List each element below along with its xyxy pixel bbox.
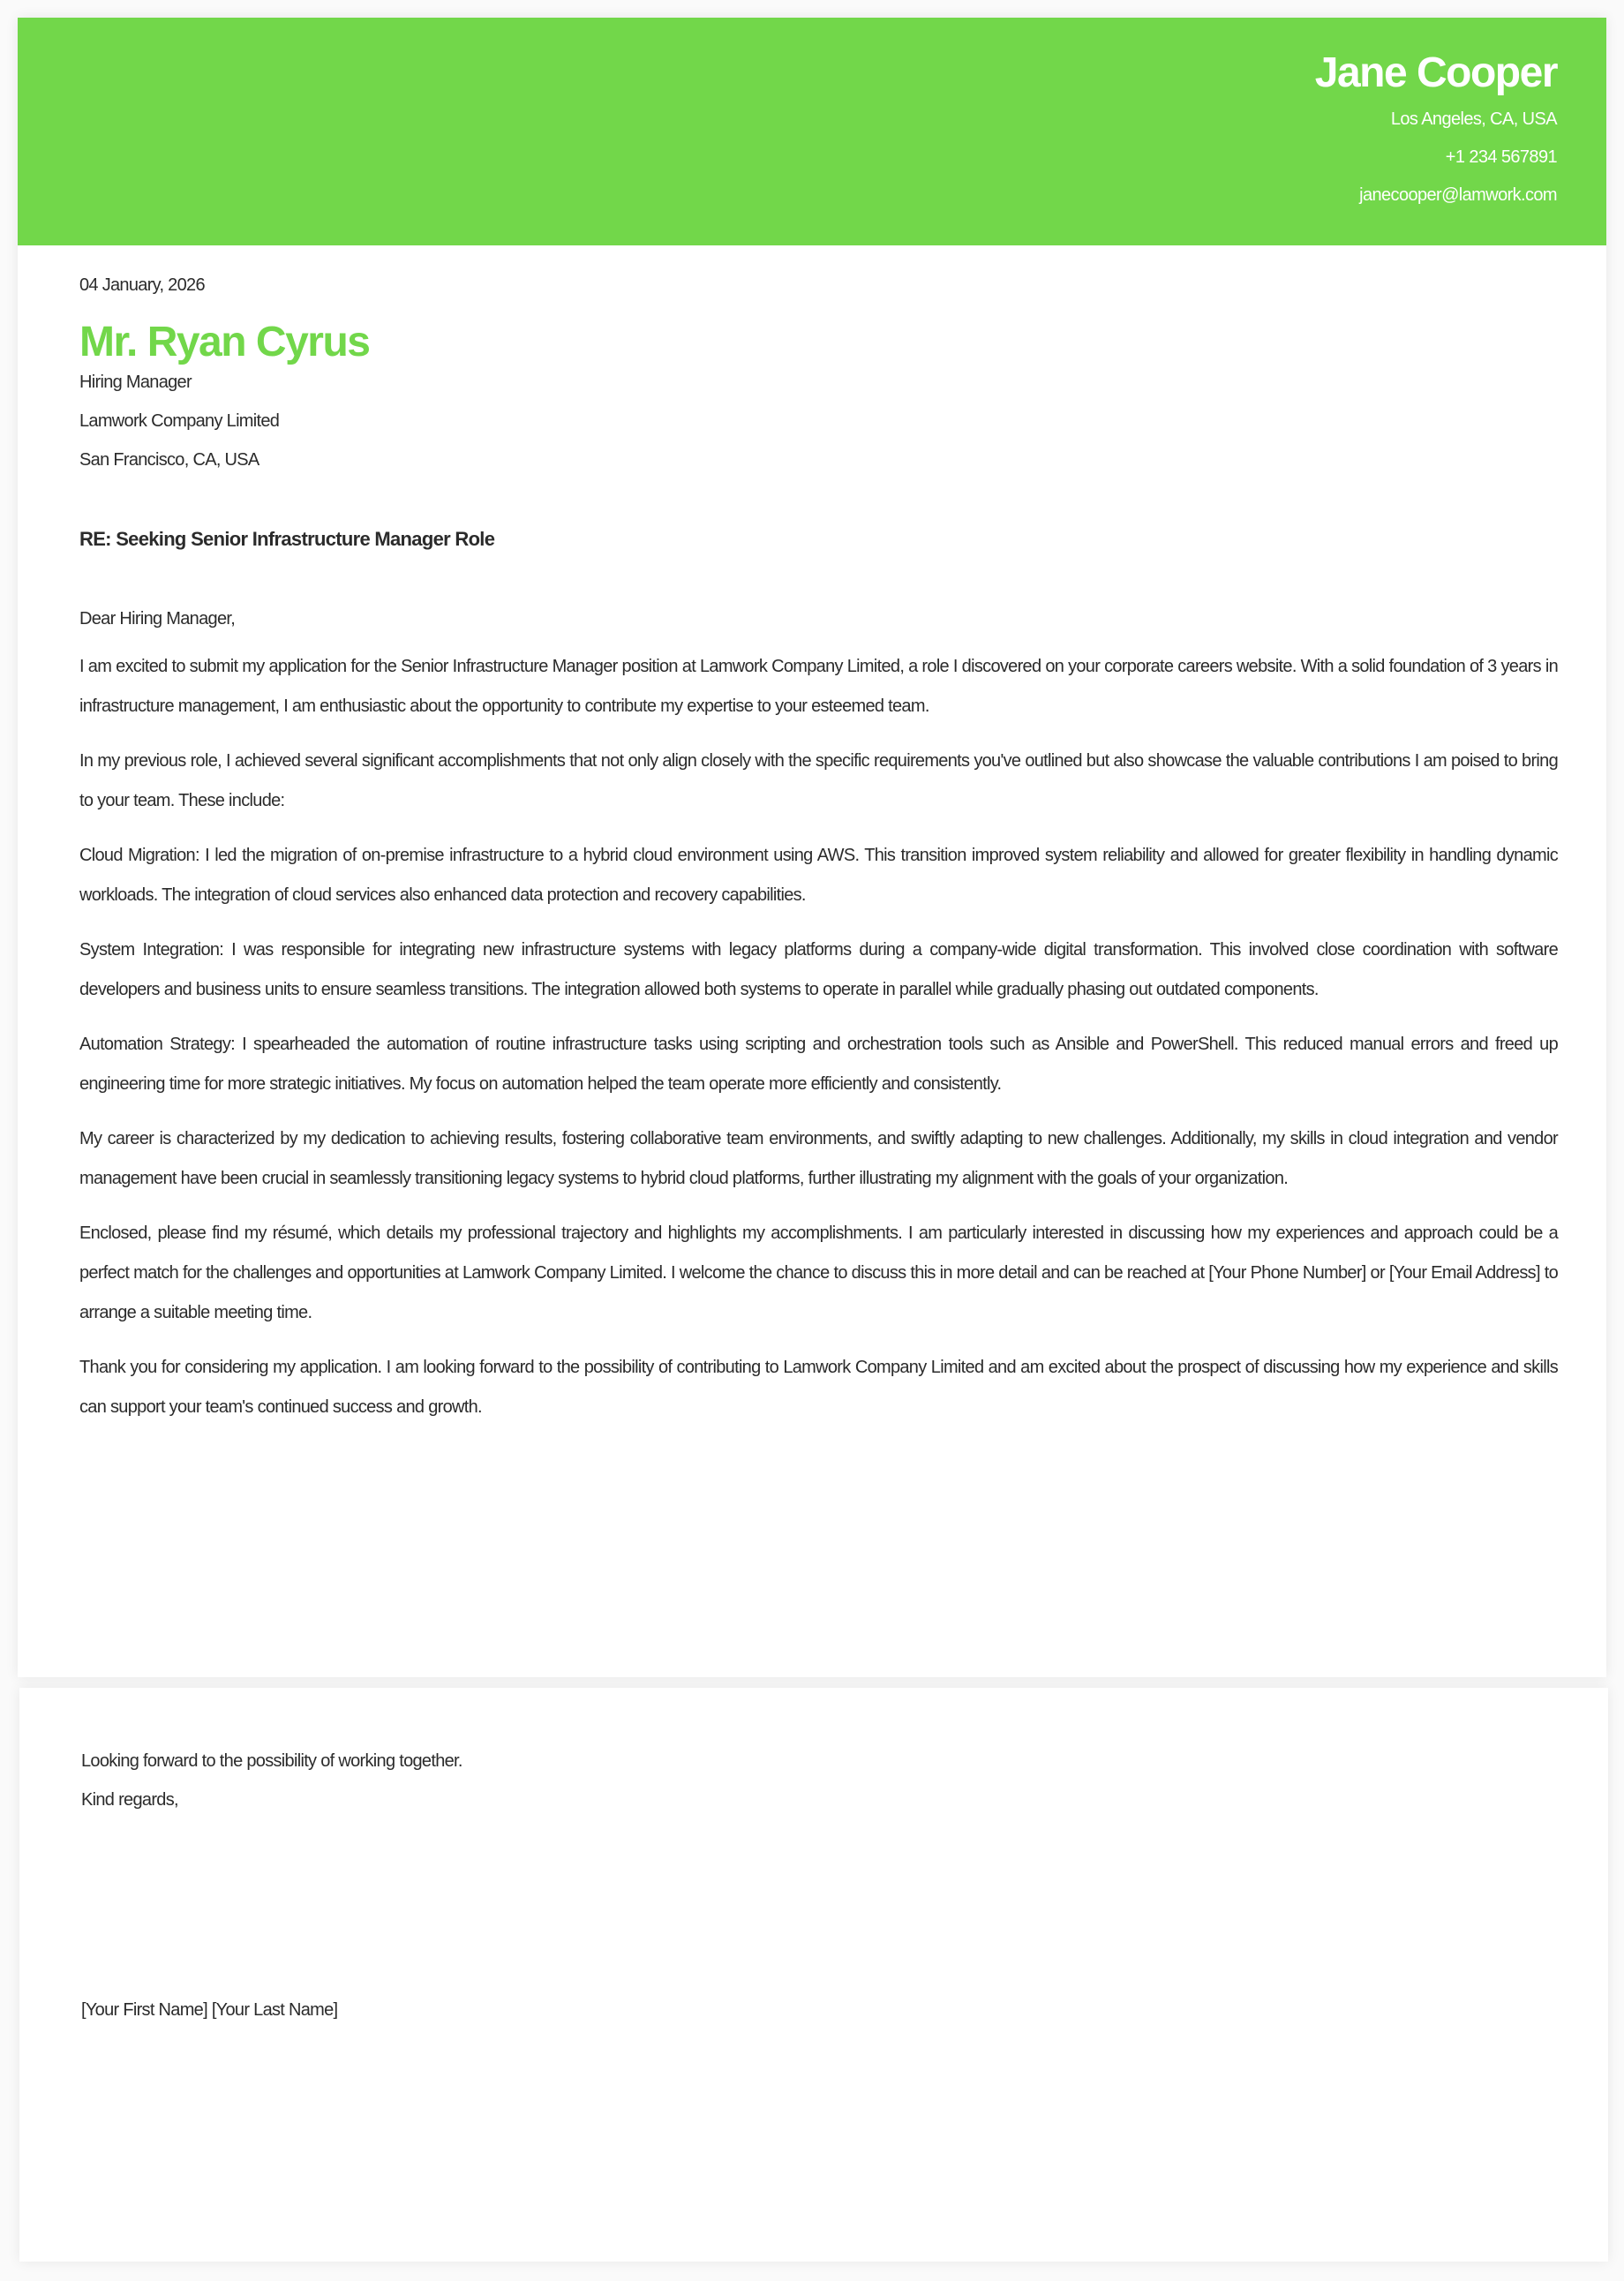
paragraph: My career is characterized by my dedication to achieving results, fostering collaborative team environments, and swiftly adapting to new challenges. Additionally, my skills in cloud integration and vendor management have been crucial in seamlessly transitioning legacy systems to hybrid cloud platforms, further illustrating my alignment with the goals of your organization. xyxy=(79,1129,1558,1188)
paragraph: Automation Strategy: I spearheaded the automation of routine infrastructure tasks using scripting and orchestration tools such as Ansible and PowerShell. This reduced manual errors and freed up engineering time for more strategic initiatives. My focus on automation helped the team operate more efficiently and consistently. xyxy=(79,1035,1558,1094)
letter-subject: RE: Seeking Senior Infrastructure Manager Role xyxy=(79,528,495,550)
paragraph: System Integration: I was responsible for integrating new infrastructure systems with legacy platforms during a company-wide digital transformation. This involved close coordination with software developers and business units to ensure seamless transitions. The integration allowed both systems to operate in parallel while gradually phasing out outdated components. xyxy=(79,940,1558,999)
signoff: Kind regards, xyxy=(81,1790,178,1810)
letter-closing xyxy=(19,1748,1608,2023)
closing-line: Looking forward to the possibility of working together. xyxy=(81,1751,462,1771)
letter-page xyxy=(18,18,1606,1677)
paragraph: Enclosed, please find my résumé, which details my professional trajectory and highlights my accomplishments. I am particularly interested in discussing how my experiences and approach could be a perfect match for the challenges and opportunities at Lamwork Company Limited. I welcome the chance to discuss this in more detail and can be reached at [Your Phone Number] or [Your Email Address] to arrange a suitable meeting time. xyxy=(79,1223,1558,1322)
signature-name: [Your First Name] [Your Last Name] xyxy=(81,2000,338,2020)
sender-name: Jane Cooper xyxy=(1314,49,1557,96)
recipient-title: Hiring Manager xyxy=(79,373,192,392)
recipient-location: San Francisco, CA, USA xyxy=(79,450,259,470)
paragraph: In my previous role, I achieved several significant accomplishments that not only align closely with the specific requirements you've outlined but also showcase the valuable contributions I am poised to bring to your team. These include: xyxy=(79,751,1558,810)
recipient-name: Mr. Ryan Cyrus xyxy=(79,319,370,365)
sender-phone: +1 234 567891 xyxy=(1445,147,1557,167)
recipient-company: Lamwork Company Limited xyxy=(79,411,280,431)
sender-email: janecooper@lamwork.com xyxy=(1359,185,1557,205)
letter-body xyxy=(18,272,1606,1427)
salutation: Dear Hiring Manager, xyxy=(79,609,236,629)
sender-location: Los Angeles, CA, USA xyxy=(1390,109,1557,129)
letter-closing-page xyxy=(19,1688,1608,2262)
letter-date: 04 January, 2026 xyxy=(79,275,205,295)
paragraph: Thank you for considering my application. I am looking forward to the possibility of contributing to Lamwork Company Limited and am excited about the prospect of discussing how my experience and skills can support your team's continued success and growth. xyxy=(79,1358,1558,1417)
letter-header xyxy=(18,18,1606,245)
paragraph: I am excited to submit my application for the Senior Infrastructure Manager position at Lamwork Company Limited, a role I discovered on your corporate careers website. With a solid foundation of 3 years in infrastructure management, I am enthusiastic about the opportunity to contribute my expertise to your esteemed team. xyxy=(79,657,1558,716)
paragraph: Cloud Migration: I led the migration of on-premise infrastructure to a hybrid cloud environment using AWS. This transition improved system reliability and allowed for greater flexibility in handling dynamic workloads. The integration of cloud services also enhanced data protection and recovery capabilities. xyxy=(79,846,1558,905)
